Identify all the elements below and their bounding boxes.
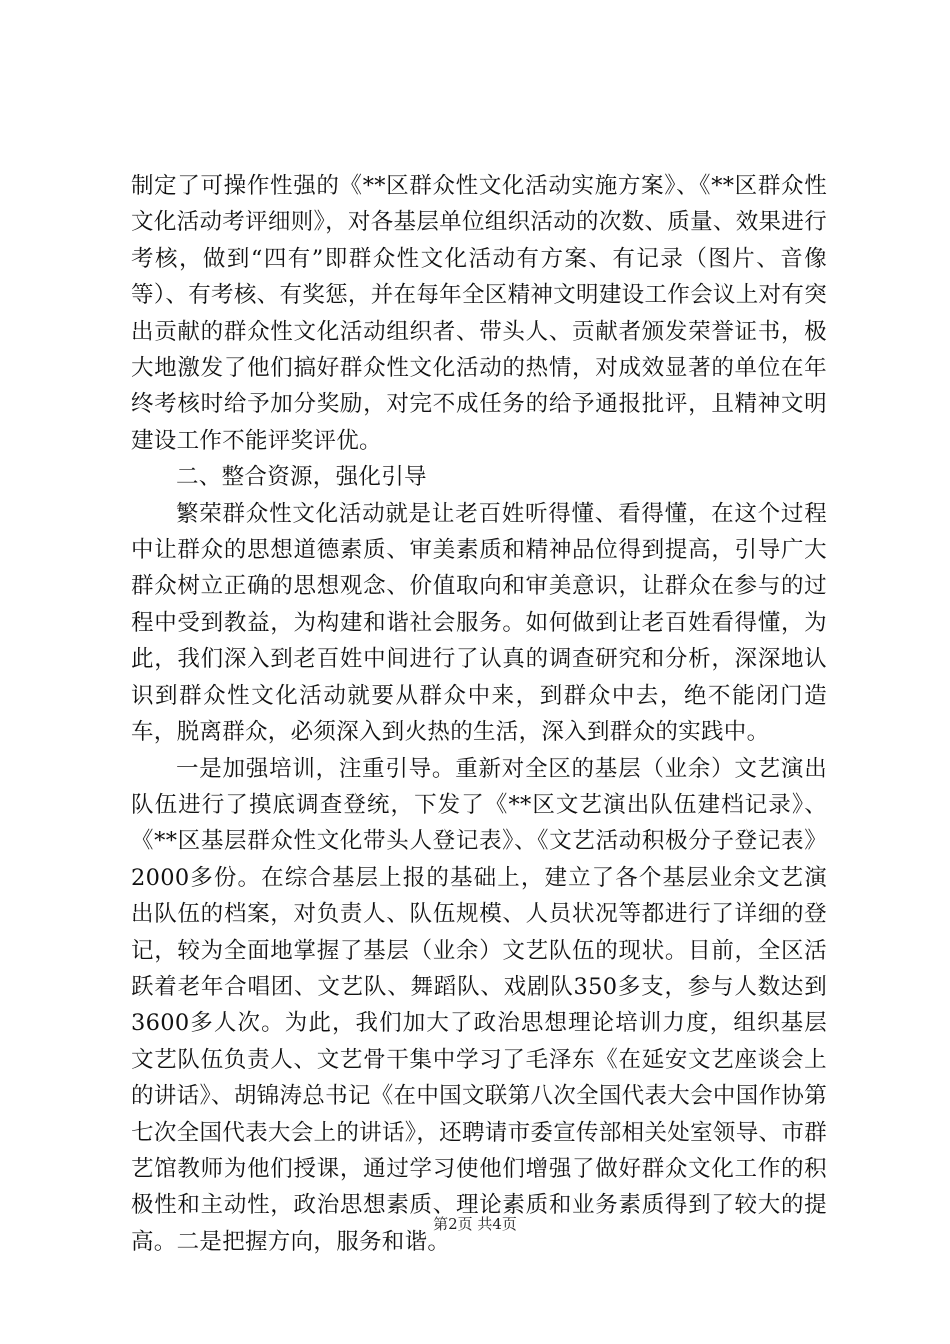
page-footer [0, 1214, 950, 1234]
paragraph-continued: 制定了可操作性强的《**区群众性文化活动实施方案》、《**区群众性文化活动考评细则》，对各基层单位组织活动的次数、质量、效果进行考核，做到“四有”即群众性文化活动有方案、有记录（图片、音像等）、有考核、有奖惩，并在每年全区精神文明建设工作会议上对有突出贡献的群众性文化活动组织者、带头人、贡献者颁发荣誉证书，极大地激发了他们搞好群众性文化活动的热情，对成效显著的单位在年终考核时给予加分奖励，对完不成任务的给予通报批评，且精神文明建设工作不能评奖评优。 [131, 173, 827, 454]
section-heading: 二、整合资源，强化引导 [176, 464, 427, 491]
paragraph: 一是加强培训，注重引导。重新对全区的基层（业余）文艺演出队伍进行了摸底调查登统，下发了《**区文艺演出队伍建档记录》、《**区基层群众性文化带头人登记表》、《文艺活动积极分子登记表》2000多份。在综合基层上报的基础上，建立了各个基层业余文艺演出队伍的档案，对负责人、队伍规模、人员状况等都进行了详细的登记，较为全面地掌握了基层（业余）文艺队伍的现状。目前，全区活跃着老年合唱团、文艺队、舞蹈队、戏剧队350多支，参与人数达到3600多人次。为此，我们加大了政治思想理论培训力度，组织基层文艺队伍负责人、文艺骨干集中学习了毛泽东《在延安文艺座谈会上的讲话》、胡锦涛总书记《在中国文联第八次全国代表大会中国作协第七次全国代表大会上的讲话》，还聘请市委宣传部相关处室领导、市群艺馆教师为他们授课，通过学习使他们增强了做好群众文化工作的积极性和主动性，政治思想素质、理论素质和业务素质得到了较大的提高。二是把握方向，服务和谐。 [131, 755, 827, 1255]
page-number: 第2页 共4页 [433, 1215, 517, 1233]
body-text [131, 168, 827, 1260]
paragraph: 繁荣群众性文化活动就是让老百姓听得懂、看得懂，在这个过程中让群众的思想道德素质、审美素质和精神品位得到提高，引导广大群众树立正确的思想观念、价值取向和审美意识，让群众在参与的过程中受到教益，为构建和谐社会服务。如何做到让老百姓看得懂，为此，我们深入到老百姓中间进行了认真的调查研究和分析，深深地认识到群众性文化活动就要从群众中来，到群众中去，绝不能闭门造车，脱离群众，必须深入到火热的生活，深入到群众的实践中。 [131, 500, 827, 746]
